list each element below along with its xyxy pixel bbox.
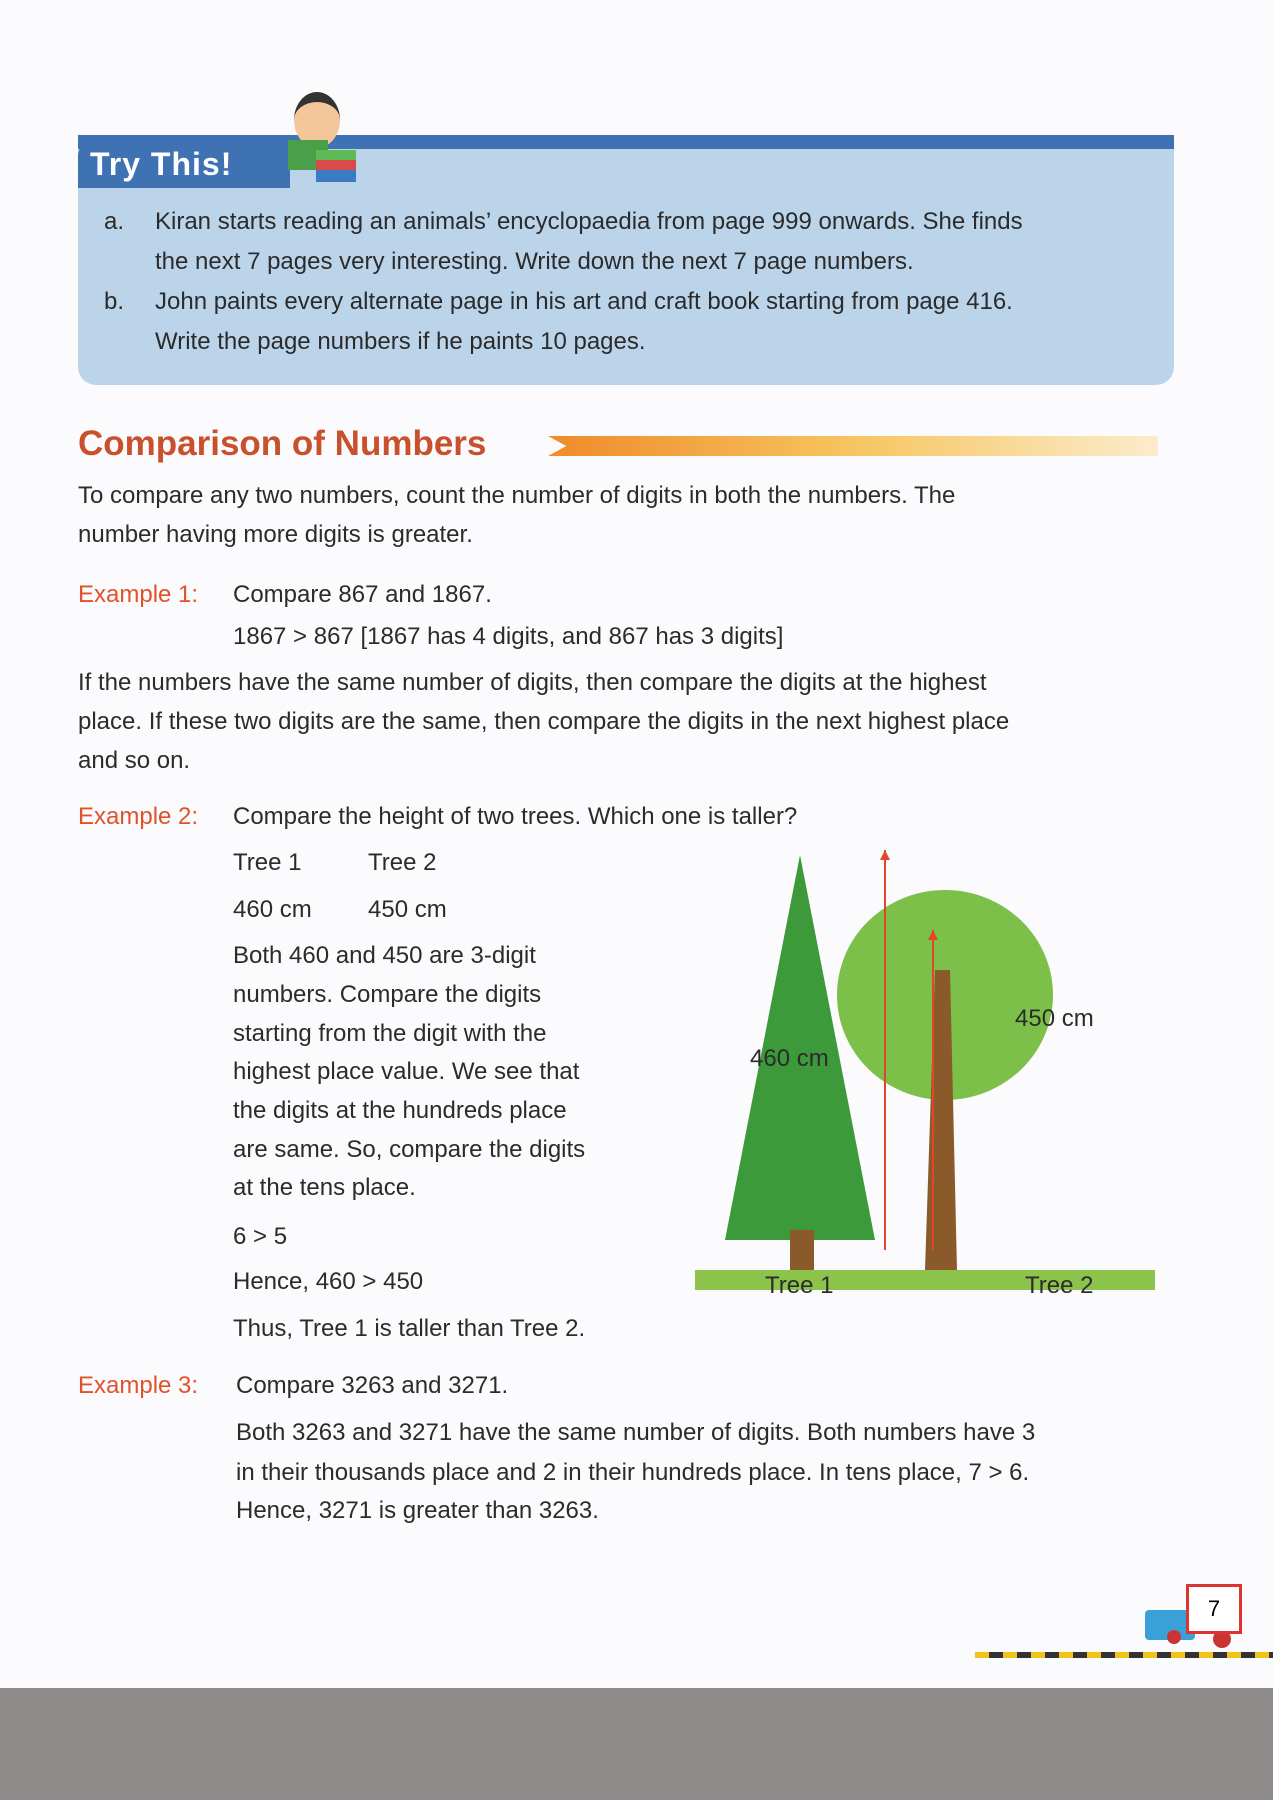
try-this-title: Try This! — [78, 140, 290, 188]
tree2-value: 450 cm — [368, 896, 447, 923]
example2-label: Example 2: — [78, 803, 199, 830]
footer-track-line — [975, 1652, 1273, 1658]
trees-figure — [695, 850, 1155, 1305]
heading-decoration-bar — [548, 436, 1158, 456]
boy-with-books-illustration — [280, 92, 360, 187]
explain-line: are same. So, compare the digits — [233, 1136, 586, 1163]
explain-line: the digits at the hundreds place — [233, 1097, 567, 1124]
rule-line3: and so on. — [78, 747, 191, 774]
intro-line2: number having more digits is greater. — [78, 521, 473, 548]
example2-text: Compare the height of two trees. Which one is taller? — [233, 803, 798, 830]
try-this-marker-a: a. — [104, 208, 125, 235]
explain-line: numbers. Compare the digits — [233, 981, 542, 1008]
example3-line: Hence, 3271 is greater than 3263. — [236, 1497, 599, 1524]
tree1-caption: Tree 1 — [765, 1272, 834, 1299]
thus-line: Thus, Tree 1 is taller than Tree 2. — [233, 1315, 586, 1342]
rule-line1: If the numbers have the same number of digits, then compare the digits at the highest — [78, 669, 987, 696]
intro-line1: To compare any two numbers, count the number of digits in both the numbers. The — [78, 482, 956, 509]
try-this-b-line2: Write the page numbers if he paints 10 pages. — [155, 328, 646, 355]
try-this-a-line2: the next 7 pages very interesting. Write down the next 7 page numbers. — [155, 248, 914, 275]
rule-line2: place. If these two digits are the same, then compare the digits in the next highest place — [78, 708, 1010, 735]
explain-line: Both 460 and 450 are 3-digit — [233, 942, 536, 969]
tree1-header: Tree 1 — [233, 849, 302, 876]
explain-line: highest place value. We see that — [233, 1058, 580, 1085]
example1-result: 1867 > 867 [1867 has 4 digits, and 867 has 3 digits] — [233, 623, 784, 650]
section-heading: Comparison of Numbers — [78, 424, 487, 463]
tree1-height-label: 460 cm — [750, 1045, 829, 1072]
explain-line: starting from the digit with the — [233, 1020, 547, 1047]
tree2-caption: Tree 2 — [1025, 1272, 1094, 1299]
tree2-height-label: 450 cm — [1015, 1005, 1094, 1032]
trees-illustration — [695, 850, 1155, 1305]
try-this-marker-b: b. — [104, 288, 125, 315]
tree1-value: 460 cm — [233, 896, 312, 923]
tree2-header: Tree 2 — [368, 849, 437, 876]
try-this-b-line1: John paints every alternate page in his art and craft book starting from page 416. — [155, 288, 1013, 315]
page-number: 7 — [1186, 1584, 1242, 1634]
example3-line: Both 3263 and 3271 have the same number of digits. Both numbers have 3 — [236, 1419, 1036, 1446]
try-this-a-line1: Kiran starts reading an animals’ encyclopaedia from page 999 onwards. She finds — [155, 208, 1023, 235]
explain-line: at the tens place. — [233, 1174, 416, 1201]
example1-label: Example 1: — [78, 581, 199, 608]
example3-text: Compare 3263 and 3271. — [236, 1372, 509, 1399]
example1-text: Compare 867 and 1867. — [233, 581, 492, 608]
compare-digits: 6 > 5 — [233, 1223, 288, 1250]
example3-line: in their thousands place and 2 in their hundreds place. In tens place, 7 > 6. — [236, 1459, 1030, 1486]
example3-label: Example 3: — [78, 1372, 199, 1399]
hence-line: Hence, 460 > 450 — [233, 1268, 424, 1295]
